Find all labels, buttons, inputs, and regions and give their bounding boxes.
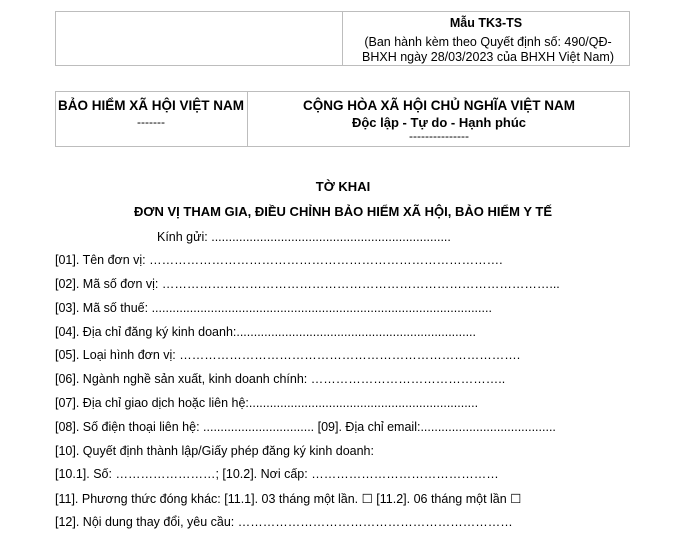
field-10-license-heading: [10]. Quyết định thành lập/Giấy phép đăng ký kinh doanh:	[55, 444, 374, 458]
document-subtitle: ĐƠN VỊ THAM GIA, ĐIỀU CHỈNH BẢO HIỂM XÃ HỘI, BẢO HIỂM Y TẾ	[134, 204, 552, 219]
form-code: Mẫu TK3-TS	[449, 16, 523, 30]
field-04-business-address[interactable]: [04]. Địa chỉ đăng ký kinh doanh:.....................................................................	[55, 325, 476, 339]
field-02-unit-code[interactable]: [02]. Mã số đơn vị: …………………………………………………………………………………...	[55, 277, 560, 291]
field-03-tax-code[interactable]: [03]. Mã số thuế: ..................................................................................................	[55, 301, 492, 315]
motto-separator: ---------------	[409, 129, 469, 143]
national-motto: Độc lập - Tự do - Hạnh phúc	[351, 115, 527, 130]
agency-separator: -------	[137, 115, 165, 129]
field-11-payment-method[interactable]: [11]. Phương thức đóng khác: [11.1]. 03 tháng một lần. ☐ [11.2]. 06 tháng một lần ☐	[55, 492, 522, 506]
field-05-unit-type[interactable]: [05]. Loại hình đơn vị: ……………………………………………………………………….	[55, 348, 521, 362]
field-07-contact-address[interactable]: [07]. Địa chỉ giao dịch hoặc liên hệ:..................................................................	[55, 396, 479, 410]
field-12-change-content[interactable]: [12]. Nội dung thay đổi, yêu cầu: …………………………………………………………	[55, 515, 513, 529]
field-10-1-license-number-place[interactable]: [10.1]. Số: ……………………; [10.2]. Nơi cấp: ………………………………………	[55, 467, 499, 481]
field-06-business-sector[interactable]: [06]. Ngành nghề sản xuất, kinh doanh chính: ………………………………………..	[55, 372, 506, 386]
field-recipient[interactable]: Kính gửi: .....................................................................	[157, 230, 451, 244]
national-name: CỘNG HÒA XÃ HỘI CHỦ NGHĨA VIỆT NAM	[302, 98, 575, 113]
field-08-09-phone-email[interactable]: [08]. Số điện thoại liên hệ: ................................ [09]. Địa chỉ email:.......................................	[55, 420, 556, 434]
form-issuance-note-line2: BHXH ngày 28/03/2023 của BHXH Việt Nam)	[362, 50, 614, 64]
field-01-unit-name[interactable]: [01]. Tên đơn vị: ………………………………………………………………………….	[55, 253, 503, 267]
document-title: TỜ KHAI	[315, 179, 371, 194]
form-issuance-note	[346, 35, 630, 65]
form-issuance-note-line1: (Ban hành kèm theo Quyết định số: 490/QĐ-	[364, 35, 612, 49]
agency-name: BẢO HIỂM XÃ HỘI VIỆT NAM	[57, 98, 244, 113]
